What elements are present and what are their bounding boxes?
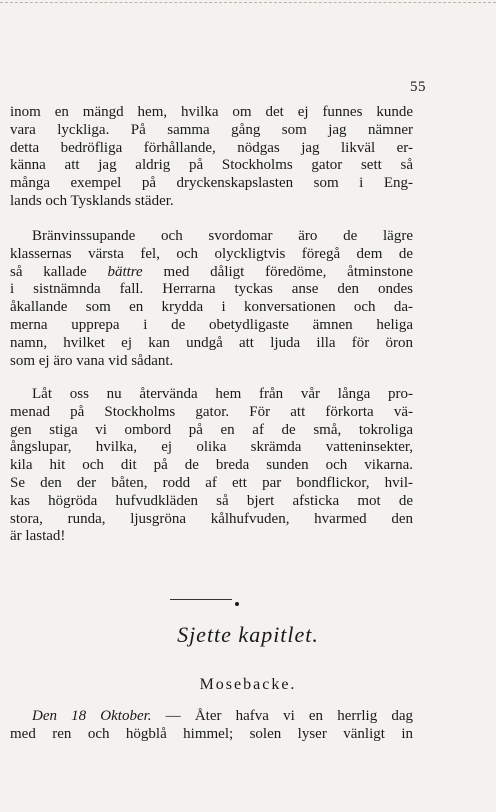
paragraph-swearing	[10, 228, 413, 370]
text-line: vara lyckliga. På samma gång som jag nämner	[10, 121, 413, 138]
diary-date: Den 18 Oktober.	[32, 708, 152, 724]
text-line: lands och Tysklands städer.	[10, 192, 174, 209]
text-line: kila hit och dit på de breda sunden och vikarna.	[10, 457, 413, 474]
text-line: kas högröda hufvudkläden så bjert afsticka mot de	[10, 492, 413, 509]
text-segment: så kallade	[10, 263, 108, 280]
text-line: som ej äro vana vid sådant.	[10, 352, 174, 369]
text-line: detta bedröfliga förhållande, nödgas jag likväl er-	[10, 139, 413, 156]
text-line: ångslupar, hvilka, ej olika skrämda vatteninsekter,	[10, 439, 413, 456]
text-line: menad på Stockholms gator. För att förkorta vä-	[10, 403, 413, 420]
text-line: många exempel på dryckenskapslasten som i Eng-	[10, 175, 413, 192]
chapter-heading: Sjette kapitlet.	[177, 622, 319, 647]
text-line: Låt oss nu återvända hem från vår långa pro-	[32, 386, 413, 402]
text-line: Se den der båten, rodd af ett par bondflickor, hvil-	[10, 474, 413, 491]
text-line: inom en mängd hem, hvilka om det ej funnes kunde	[10, 104, 413, 120]
text-line: stora, runda, ljusgröna kålhufvuden, hvarmed den	[10, 510, 413, 527]
text-line: Bränvinssupande och svordomar äro de lägre	[32, 228, 413, 244]
text-line: merna upprepa i de obetydligaste ämnen heliga	[10, 316, 413, 333]
text-line: känna att jag aldrig på Stockholms gator sett så	[10, 157, 413, 174]
divider-dot	[235, 602, 239, 606]
paragraph-continuation	[10, 104, 413, 211]
paragraph-diary-entry	[10, 708, 413, 744]
text-line-with-emphasis	[10, 264, 413, 282]
text-line: gen stiga vi ombord på en af de små, tokroliga	[10, 421, 413, 438]
text-line: med ren och högblå himmel; solen lyser vänligt in	[10, 725, 413, 742]
page-top-edge	[0, 2, 496, 3]
text-segment: — Åter hafva vi en herrlig dag	[151, 708, 413, 724]
section-title: Mosebacke.	[199, 676, 297, 693]
page-number: 55	[410, 79, 426, 95]
text-line: namn, hvilket ej kan undgå att ljuda illa för öron	[10, 334, 413, 351]
text-segment: med dåligt föredöme, åtminstone	[142, 263, 413, 280]
text-line: åkallande som en krydda i konversationen och da-	[10, 299, 413, 316]
paragraph-steamboat	[10, 386, 413, 546]
text-line-with-date	[10, 708, 413, 726]
text-line: är lastad!	[10, 528, 66, 545]
text-line: i sistnämnda fall. Herrarna tyckas anse den ondes	[10, 281, 413, 298]
emphasized-word: bättre	[107, 263, 143, 280]
text-line: klassernas värsta fel, och olyckligtvis föregå dem de	[10, 245, 413, 262]
section-divider-rule	[170, 599, 232, 600]
